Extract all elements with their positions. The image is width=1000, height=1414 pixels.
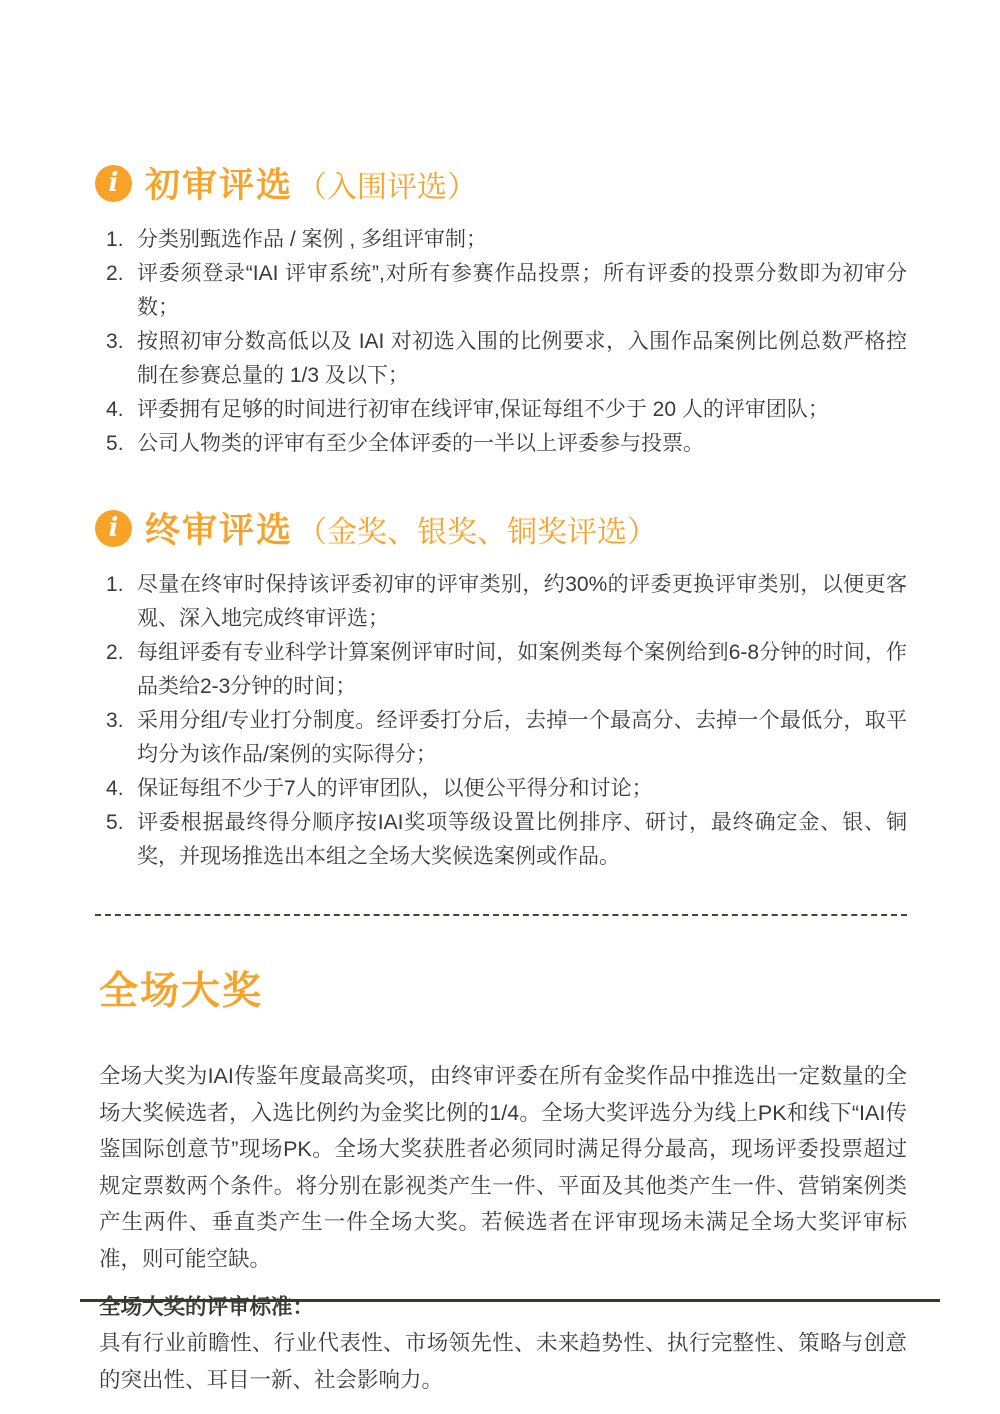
info-icon: i — [95, 510, 132, 547]
section-title-text: 终审评选 — [145, 511, 294, 550]
list-item — [95, 772, 907, 806]
section-final-header — [95, 503, 907, 553]
list-item-text: 公司人物类的评审有至少全体评委的一半以上评委参与投票。 — [137, 432, 704, 455]
list-item-text: 每组评委有专业科学计算案例评审时间，如案例类每个案例给到6-8分钟的时间，作品类给2-3分钟的时间； — [137, 641, 907, 698]
dashed-divider — [95, 914, 907, 916]
list-item — [95, 636, 907, 704]
grand-prize-criteria-label: 全场大奖的评审标准： — [99, 1295, 315, 1319]
section-subtitle-text: （金奖、银奖、铜奖评选） — [297, 516, 658, 549]
list-item — [95, 704, 907, 772]
list-item-text: 分类别甄选作品 / 案例 , 多组评审制； — [137, 228, 488, 251]
list-item — [95, 427, 907, 461]
section-subtitle-text: （入围评选） — [297, 171, 478, 204]
section-title-text: 初审评选 — [145, 166, 294, 205]
list-item-text: 尽量在终审时保持该评委初审的评审类别，约30%的评委更换评审类别，以便更客观、深入地完成终审评选； — [137, 573, 907, 630]
list-item-text: 采用分组/专业打分制度。经评委打分后，去掉一个最高分、去掉一个最低分，取平均分为该作品/案例的实际得分； — [137, 709, 907, 766]
grand-prize-description: 全场大奖为IAI传鉴年度最高奖项，由终审评委在所有金奖作品中推选出一定数量的全场大奖候选者，入选比例约为金奖比例的1/4。全场大奖评选分为线上PK和线下“IAI传鉴国际创意节”现场PK。全场大奖获胜者必须同时满足得分最高，现场评委投票超过规定票数两个条件。将分别在影视类产生一件、平面及其他类产生一件、营销案例类产生两件、垂直类产生一件全场大奖。若候选者在评审现场未满足全场大奖评审标准，则可能空缺。 — [99, 1064, 907, 1271]
list-item — [95, 393, 907, 427]
list-item — [95, 568, 907, 636]
list-item — [95, 257, 907, 325]
info-icon: i — [95, 165, 132, 202]
grand-prize-title: 全场大奖 — [99, 970, 264, 1013]
section-final-title — [145, 503, 657, 553]
list-item — [95, 223, 907, 257]
preliminary-rules-list — [95, 223, 907, 461]
list-item — [95, 325, 907, 393]
list-item-text: 按照初审分数高低以及 IAI 对初选入围的比例要求，入围作品案例比例总数严格控制在参赛总量的 1/3 及以下； — [137, 330, 907, 387]
bottom-divider — [80, 1299, 940, 1302]
list-item-text: 保证每组不少于7人的评审团队，以便公平得分和讨论； — [137, 777, 653, 800]
section-final-review — [95, 503, 907, 874]
page-content — [95, 158, 907, 1399]
list-item-text: 评委须登录“IAI 评审系统”,对所有参赛作品投票；所有评委的投票分数即为初审分数； — [137, 262, 907, 319]
section-preliminary-title — [145, 158, 477, 208]
list-item-text: 评委拥有足够的时间进行初审在线评审,保证每组不少于 20 人的评审团队； — [137, 398, 829, 421]
section-grand-prize — [95, 960, 907, 1399]
section-preliminary-header — [95, 158, 907, 208]
final-rules-list — [95, 568, 907, 874]
section-preliminary-review — [95, 158, 907, 461]
grand-prize-criteria-text: 具有行业前瞻性、行业代表性、市场领先性、未来趋势性、执行完整性、策略与创意的突出性、耳目一新、社会影响力。 — [99, 1331, 907, 1392]
list-item-text: 评委根据最终得分顺序按IAI奖项等级设置比例排序、研讨，最终确定金、银、铜奖，并现场推选出本组之全场大奖候选案例或作品。 — [137, 811, 907, 868]
list-item — [95, 806, 907, 874]
